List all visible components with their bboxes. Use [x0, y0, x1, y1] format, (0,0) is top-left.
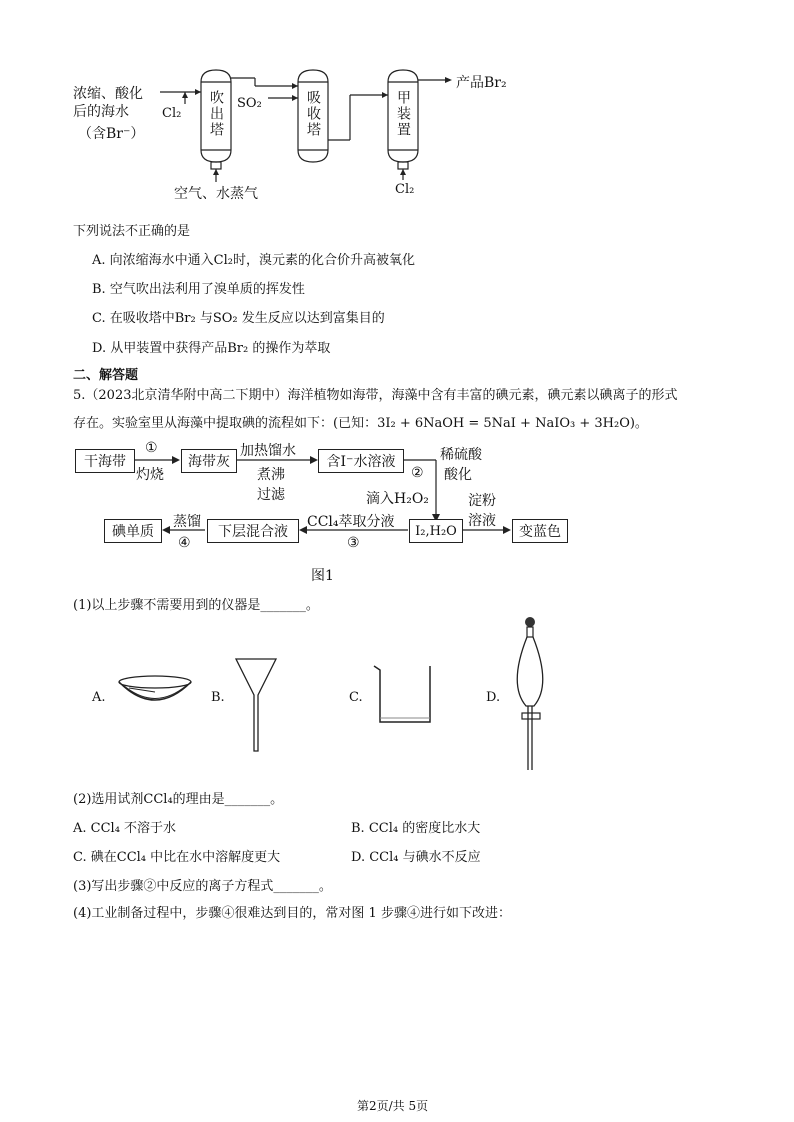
flow-step2-b1: 煮沸 [257, 467, 285, 483]
tower-absorb-label: 吸收塔 [305, 90, 321, 138]
cl2-bottom-label: Cl₂ [395, 182, 415, 197]
device-jia-label: 甲装置 [395, 90, 411, 138]
cl2-in-label: Cl₂ [162, 106, 182, 121]
apparatus-d-label: D. [486, 690, 501, 705]
flow-box-iodine-water: I₂,H₂O [409, 519, 463, 543]
sub2-option-d: D. CCl₄ 与碘水不反应 [351, 850, 481, 865]
so2-in-label: SO₂ [237, 96, 262, 111]
flow-box-kelp-ash: 海带灰 [181, 449, 237, 473]
flow-acid-1: 稀硫酸 [440, 447, 482, 463]
flow-step2-top: 加热馏水 [240, 443, 296, 459]
feed-label-3: （含Br⁻） [78, 126, 145, 142]
flow-step2-num: ② [411, 465, 424, 481]
flow-step1-num: ① [145, 440, 158, 456]
q5-line1: 5.（2023北京清华附中高二下期中）海洋植物如海带，海藻中含有丰富的碘元素，碘元素以碘离子的形式 [73, 388, 678, 403]
section-title: 二、解答题 [73, 368, 139, 383]
flow-box-turns-blue: 变蓝色 [512, 519, 568, 543]
flow-step3-num: ③ [347, 535, 360, 551]
flow-step4-label: 蒸馏 [173, 514, 201, 530]
flow-step3-label: CCl₄萃取分液 [307, 514, 395, 530]
flow-step1-label: 灼烧 [136, 467, 164, 483]
beaker-icon [370, 662, 440, 727]
flow-starch-2: 溶液 [468, 513, 496, 529]
evaporating-dish-icon [115, 670, 195, 715]
page-footer: 第2页/共 5页 [357, 1099, 429, 1113]
flow-step2-b2: 过滤 [257, 487, 285, 503]
sub3-question: (3)写出步骤②中反应的离子方程式_______。 [73, 879, 332, 894]
separatory-funnel-icon [500, 610, 560, 775]
feed-label-1: 浓缩、酸化 [73, 86, 143, 102]
flow-starch-1: 淀粉 [468, 493, 496, 509]
apparatus-a-label: A. [92, 690, 106, 705]
sub2-option-b: B. CCl₄ 的密度比水大 [351, 821, 481, 836]
flow-caption: 图1 [311, 568, 334, 584]
q4-option-c: C. 在吸收塔中Br₂ 与SO₂ 发生反应以达到富集目的 [92, 311, 385, 326]
q4-option-a: A. 向浓缩海水中通入Cl₂时，溴元素的化合价升高被氧化 [92, 253, 415, 268]
flow-box-dried-kelp: 干海带 [75, 449, 135, 473]
flow-box-iodine: 碘单质 [104, 519, 162, 543]
funnel-icon [232, 655, 280, 755]
q4-option-b: B. 空气吹出法利用了溴单质的挥发性 [92, 282, 305, 297]
product-label: 产品Br₂ [456, 75, 507, 91]
q4-stem: 下列说法不正确的是 [73, 224, 191, 239]
air-steam-label: 空气、水蒸气 [174, 186, 258, 202]
q4-option-d: D. 从甲装置中获得产品Br₂ 的操作为萃取 [92, 341, 331, 356]
flow-acid-2: 酸化 [444, 467, 472, 483]
apparatus-c-label: C. [349, 690, 363, 705]
sub2-question: (2)选用试剂CCl₄的理由是_______。 [73, 792, 284, 807]
sub1-question: (1)以上步骤不需要用到的仪器是_______。 [73, 598, 319, 613]
feed-label-2: 后的海水 [73, 104, 129, 120]
tower-blowout-label: 吹出塔 [208, 90, 224, 138]
sub2-option-a: A. CCl₄ 不溶于水 [73, 821, 177, 836]
sub4-question: (4)工业制备过程中，步骤④很难达到目的，常对图 1 步骤④进行如下改进： [73, 906, 511, 921]
flow-step4-num: ④ [178, 535, 191, 551]
sub2-option-c: C. 碘在CCl₄ 中比在水中溶解度更大 [73, 850, 281, 865]
flow-h2o2-label: 滴入H₂O₂ [366, 491, 429, 507]
q5-line2: 存在。实验室里从海藻中提取碘的流程如下：(已知：3I₂ + 6NaOH = 5NaI + NaIO₃ + 3H₂O)。 [73, 416, 648, 431]
flow-box-iodide-solution: 含I⁻水溶液 [318, 449, 404, 473]
apparatus-b-label: B. [211, 690, 225, 705]
flow-box-lower-layer: 下层混合液 [207, 519, 299, 543]
